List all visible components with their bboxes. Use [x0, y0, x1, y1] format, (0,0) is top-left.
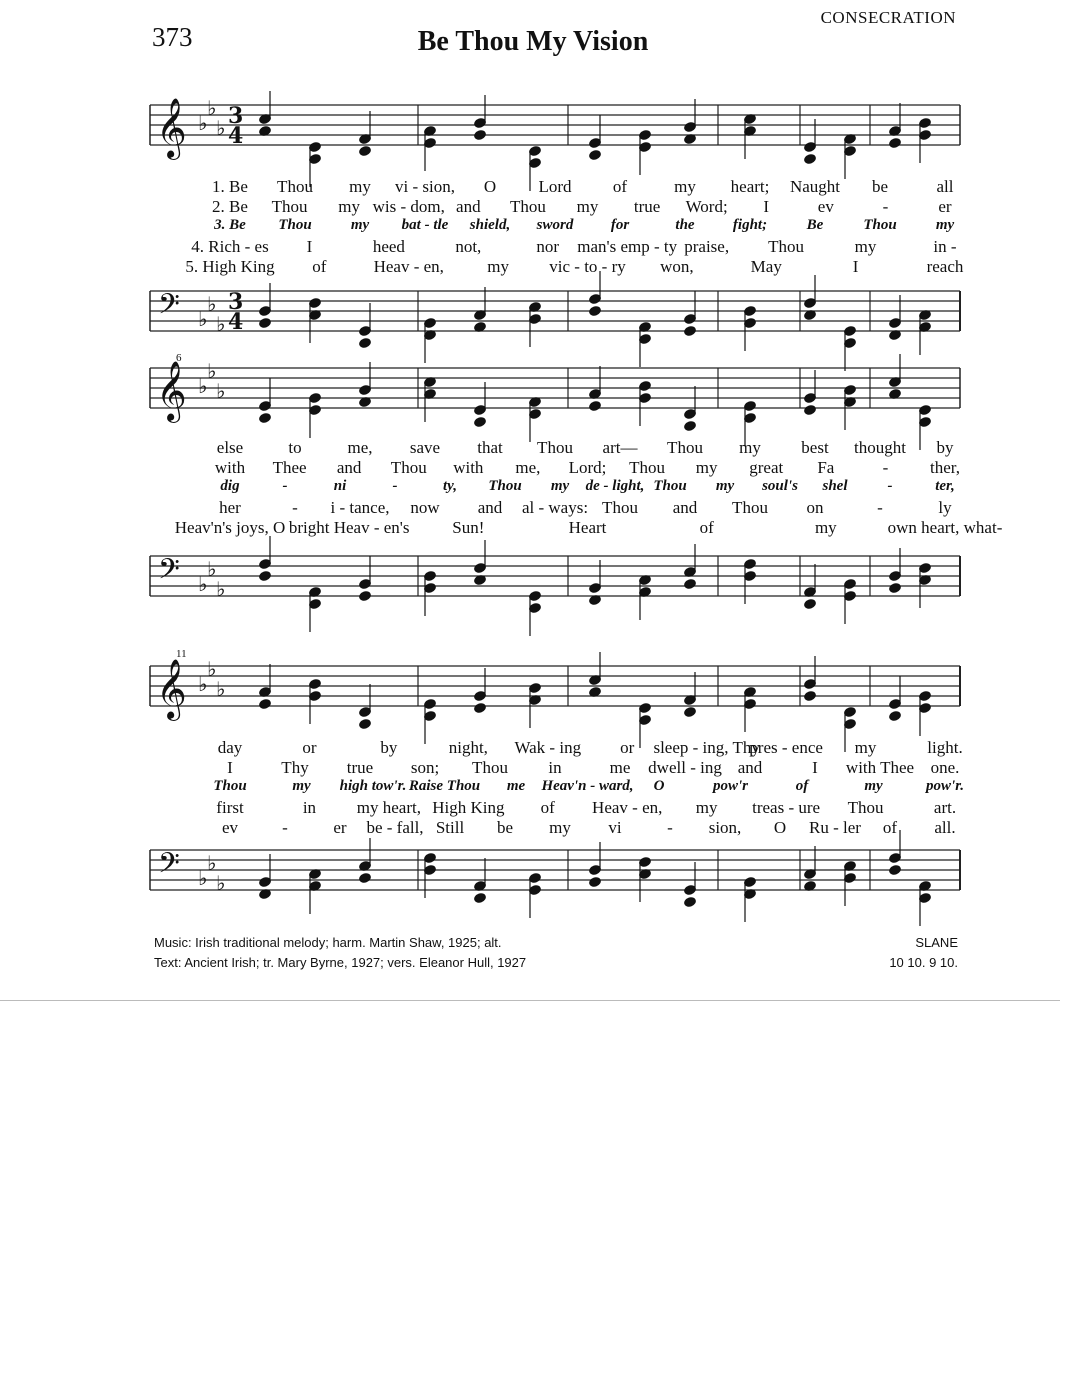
note-head: [358, 590, 372, 603]
verse-line: [150, 798, 960, 818]
lyric-syllable: al - ways:: [521, 498, 589, 517]
flat-icon: ♭: [207, 557, 217, 581]
flat-icon: ♭: [207, 851, 217, 875]
lyric-syllable: Wak - ing: [514, 738, 582, 757]
lyric-syllable: ter,: [935, 478, 955, 494]
time-signature-top: 3: [228, 103, 244, 129]
lyric-syllable: me,: [515, 458, 541, 477]
lyric-syllable: in: [302, 798, 317, 817]
lyric-syllable: in -: [933, 237, 957, 256]
lyric-syllable: dwell - ing: [648, 758, 722, 777]
lyric-syllable: true: [346, 758, 374, 777]
note-head: [683, 578, 697, 591]
note-head: [683, 325, 697, 338]
note-head: [358, 872, 372, 885]
lyric-syllable: best: [801, 438, 829, 457]
verse-line: [150, 438, 960, 458]
lyric-syllable: O: [773, 818, 787, 837]
lyric-syllable: Thy: [281, 758, 309, 777]
note-head: [683, 896, 697, 909]
credits-left: [154, 933, 526, 973]
note-head: [803, 598, 817, 611]
note-head: [473, 892, 487, 905]
flat-icon: ♭: [207, 292, 217, 316]
flat-icon: ♭: [216, 577, 226, 601]
lyric-syllable: 3. Be: [214, 217, 246, 233]
treble-clef-icon: 𝄞: [156, 98, 187, 158]
lyric-syllable: my: [695, 798, 718, 817]
verse-line: [150, 197, 960, 217]
flat-icon: ♭: [207, 359, 217, 383]
lyric-syllable: -: [292, 498, 298, 517]
treble-staff: [150, 95, 960, 175]
lyric-syllable: Heav'n - ward,: [541, 778, 634, 794]
lyric-syllable: my: [338, 197, 361, 216]
text-credit: Text: Ancient Irish; tr. Mary Byrne, 1927; vers. Eleanor Hull, 1927: [154, 955, 527, 970]
bass-clef-icon: 𝄢: [158, 553, 180, 593]
lyric-syllable: my: [814, 518, 837, 537]
hymn-number: 373: [152, 22, 193, 52]
note-head: [588, 400, 602, 413]
lyric-syllable: Thou: [509, 197, 546, 216]
lyric-syllable: and: [477, 498, 503, 517]
lyric-syllable: to: [288, 438, 302, 457]
lyric-syllable: won,: [660, 257, 694, 276]
time-signature-top: 3: [228, 289, 244, 315]
lyric-syllable: my: [739, 438, 761, 457]
bass-staff: [150, 840, 960, 920]
lyric-syllable: Thou: [271, 197, 308, 216]
tune-name: SLANE: [915, 935, 958, 950]
category-label: CONSECRATION: [820, 8, 956, 27]
lyric-syllable: O: [653, 778, 665, 794]
note-head: [258, 412, 272, 425]
measure-number: 11: [176, 648, 187, 660]
treble-clef-icon: 𝄞: [156, 361, 187, 421]
lyric-syllable: bright Heav - en's: [288, 518, 410, 537]
lyric-syllable: Thou: [213, 778, 247, 794]
lyric-syllable: Lord: [538, 177, 572, 196]
verse-line: [150, 217, 960, 237]
lyric-syllable: Thou: [847, 798, 884, 817]
verse-line: [150, 738, 963, 758]
lyric-syllable: or: [620, 738, 635, 757]
lyric-syllable: soul's: [762, 478, 798, 494]
bass-clef-icon: 𝄢: [158, 288, 180, 328]
lyric-syllable: praise,: [684, 237, 730, 256]
lyric-syllable: Thou: [390, 458, 427, 477]
lyric-syllable: my: [349, 177, 371, 196]
lyric-syllable: my: [549, 818, 571, 837]
lyric-syllable: night,: [448, 738, 488, 757]
note-head: [358, 145, 372, 158]
treble-clef-icon: 𝄞: [156, 659, 187, 719]
bass-clef-icon: 𝄢: [158, 847, 180, 887]
lyric-syllable: reach: [926, 257, 964, 276]
verse-line: [150, 818, 960, 838]
verse-line: [150, 758, 960, 778]
lyric-syllable: Heav - en,: [373, 257, 444, 276]
lyric-syllable: with Thee: [845, 758, 915, 777]
lyric-syllable: with: [214, 458, 246, 477]
lyric-syllable: vi - sion,: [395, 177, 455, 196]
lyric-syllable: er: [333, 818, 347, 837]
lyric-syllable: Thou: [863, 217, 897, 233]
lyric-syllable: and: [456, 197, 481, 216]
lyric-syllable: May: [750, 257, 782, 276]
lyric-syllable: and: [336, 458, 362, 477]
lyric-syllable: Thou: [768, 237, 805, 256]
lyric-syllable: ni: [333, 478, 347, 494]
note-head: [888, 137, 902, 150]
lyric-syllable: -: [667, 818, 673, 837]
lyric-syllable: Thou: [488, 478, 522, 494]
lyric-syllable: de - light,: [585, 478, 645, 494]
lyric-syllable: O: [483, 177, 497, 196]
lyric-syllable: er: [938, 197, 952, 216]
lyric-syllable: my: [854, 237, 877, 256]
lyric-syllable: wis - dom,: [372, 197, 445, 216]
lyric-syllable: not,: [455, 237, 482, 256]
lyric-syllable: pow'r.: [926, 778, 964, 794]
lyric-syllable: -: [877, 498, 883, 517]
note-head: [888, 864, 902, 877]
page-edge-line: [0, 1000, 1060, 1001]
lyric-syllable: ev: [221, 818, 239, 837]
lyric-syllable: Ru - ler: [809, 818, 861, 837]
lyric-syllable: great: [749, 458, 784, 477]
lyric-syllable: my: [292, 778, 311, 794]
flat-icon: ♭: [198, 572, 208, 596]
lyric-syllable: be: [496, 818, 514, 837]
lyric-syllable: 2. Be: [212, 197, 248, 216]
lyric-syllable: Raise Thou: [408, 778, 481, 794]
lyric-syllable: -: [392, 478, 398, 494]
lyric-syllable: fight;: [732, 217, 768, 233]
lyric-syllable: with: [453, 458, 484, 477]
lyric-syllable: of: [312, 257, 327, 276]
lyric-syllable: my: [695, 458, 718, 477]
lyric-syllable: Thou: [732, 498, 768, 517]
treble-staff: [150, 656, 960, 736]
lyric-syllable: High King: [432, 798, 505, 817]
lyric-syllable: of: [882, 818, 898, 837]
lyric-syllable: me,: [347, 438, 373, 457]
lyric-syllable: own heart, what-: [887, 518, 1003, 537]
lyric-syllable: of: [795, 778, 809, 794]
lyric-syllable: nor: [536, 237, 560, 256]
note-head: [588, 876, 602, 889]
lyric-syllable: -: [882, 197, 889, 216]
measure-number: 6: [176, 352, 182, 364]
lyric-syllable: -: [882, 458, 889, 477]
lyric-syllable: Naught: [789, 177, 841, 196]
verse-line: [150, 478, 960, 498]
note-head: [258, 698, 272, 711]
lyric-syllable: and: [737, 758, 763, 777]
lyric-syllable: Heav'n's joys, O: [174, 518, 286, 537]
lyric-syllable: man's emp - ty: [577, 237, 678, 256]
lyric-syllable: thought: [854, 438, 906, 457]
lyric-syllable: my: [854, 738, 877, 757]
lyric-syllable: and: [672, 498, 698, 517]
lyric-syllable: Be: [806, 217, 824, 233]
lyric-syllable: shel: [822, 478, 848, 494]
lyric-syllable: of: [540, 798, 555, 817]
lyric-syllable: I: [763, 197, 770, 216]
lyric-syllable: bat - tle: [401, 217, 449, 233]
music-system-1: [150, 95, 964, 365]
note-head: [888, 582, 902, 595]
lyric-syllable: for: [610, 217, 630, 233]
time-signature-bottom: 4: [228, 309, 244, 335]
flat-icon: ♭: [216, 312, 226, 336]
flat-icon: ♭: [216, 677, 226, 701]
lyric-syllable: Fa: [817, 458, 835, 477]
lyric-syllable: all: [936, 177, 954, 196]
lyric-syllable: I: [227, 758, 233, 777]
lyric-syllable: my: [487, 257, 509, 276]
lyric-syllable: my: [350, 217, 370, 233]
lyric-syllable: high tow'r.: [339, 778, 407, 794]
lyric-syllable: I: [852, 257, 859, 276]
lyric-syllable: my: [674, 177, 696, 196]
flat-icon: ♭: [198, 374, 208, 398]
lyric-syllable: on: [806, 498, 824, 517]
lyric-syllable: Thou: [278, 217, 312, 233]
lyric-syllable: first: [216, 798, 244, 817]
lyric-syllable: Thou: [667, 438, 703, 457]
lyric-syllable: Thou: [537, 438, 573, 457]
lyric-syllable: of: [612, 177, 628, 196]
lyric-syllable: my: [715, 478, 735, 494]
note-head: [888, 710, 902, 723]
note-head: [803, 404, 817, 417]
note-head: [683, 706, 697, 719]
credits-right: [889, 933, 958, 973]
flat-icon: ♭: [216, 379, 226, 403]
lyric-syllable: 5. High King: [185, 257, 275, 276]
treble-staff: [150, 358, 960, 438]
lyric-syllable: else: [216, 438, 244, 457]
lyric-syllable: ther,: [930, 458, 960, 477]
hymn-title: Be Thou My Vision: [417, 26, 649, 57]
lyric-syllable: I: [812, 758, 818, 777]
lyric-syllable: vi: [608, 818, 622, 837]
lyric-syllable: treas - ure: [752, 798, 821, 817]
lyric-syllable: that: [477, 438, 503, 457]
verse-line: [150, 778, 964, 798]
lyric-syllable: in: [548, 758, 562, 777]
lyric-syllable: my: [550, 478, 570, 494]
lyric-syllable: Heav - en,: [592, 798, 663, 817]
lyric-syllable: 1. Be: [212, 177, 248, 196]
lyric-syllable: my: [935, 217, 955, 233]
lyric-syllable: pres - ence: [749, 738, 823, 757]
lyric-syllable: Still: [435, 818, 465, 837]
lyric-syllable: my heart,: [356, 798, 421, 817]
time-signature-bottom: 4: [228, 123, 244, 149]
lyric-syllable: day: [217, 738, 243, 757]
lyric-syllable: ev: [817, 197, 834, 216]
lyric-syllable: by: [380, 738, 398, 757]
lyric-syllable: me: [506, 778, 526, 794]
flat-icon: ♭: [216, 116, 226, 140]
lyric-syllable: ty,: [442, 478, 458, 494]
lyric-syllable: sion,: [708, 818, 742, 837]
lyric-syllable: I: [306, 237, 313, 256]
lyric-syllable: vic - to - ry: [549, 257, 626, 276]
lyric-syllable: pow'r: [712, 778, 749, 794]
lyric-syllable: Thee: [272, 458, 307, 477]
note-head: [258, 570, 272, 583]
lyric-syllable: be: [871, 177, 889, 196]
lyric-syllable: Thou: [629, 458, 666, 477]
flat-icon: ♭: [198, 672, 208, 696]
lyric-syllable: -: [282, 478, 288, 494]
lyric-syllable: -: [887, 478, 893, 494]
music-credit: Music: Irish traditional melody; harm. Martin Shaw, 1925; alt.: [154, 935, 502, 950]
lyric-syllable: Heart: [568, 518, 607, 537]
note-head: [803, 153, 817, 166]
lyric-syllable: or: [302, 738, 317, 757]
verse-line: [150, 458, 960, 478]
lyric-syllable: dig: [220, 478, 240, 494]
verse-line: [150, 177, 960, 197]
lyric-syllable: sleep - ing, Thy: [653, 738, 760, 757]
bass-staff: [150, 546, 960, 626]
lyric-syllable: ly: [938, 498, 952, 517]
lyric-syllable: Thou: [277, 177, 313, 196]
note-head: [258, 317, 272, 330]
flat-icon: ♭: [198, 866, 208, 890]
lyric-syllable: sword: [536, 217, 574, 233]
note-head: [803, 690, 817, 703]
note-head: [683, 420, 697, 433]
note-head: [588, 149, 602, 162]
lyric-syllable: now: [410, 498, 440, 517]
lyric-syllable: Lord;: [568, 458, 607, 477]
flat-icon: ♭: [198, 111, 208, 135]
note-head: [473, 416, 487, 429]
flat-icon: ♭: [207, 657, 217, 681]
flat-icon: ♭: [216, 871, 226, 895]
flat-icon: ♭: [198, 307, 208, 331]
bass-staff: [150, 281, 960, 361]
lyric-syllable: son;: [410, 758, 440, 777]
flat-icon: ♭: [207, 96, 217, 120]
lyric-syllable: save: [409, 438, 441, 457]
note-head: [358, 718, 372, 731]
lyric-syllable: be - fall,: [366, 818, 424, 837]
meter: 10 10. 9 10.: [889, 955, 958, 970]
verse-line: [150, 498, 960, 518]
lyric-syllable: the: [675, 217, 695, 233]
lyric-syllable: true: [633, 197, 661, 216]
lyric-syllable: by: [936, 438, 954, 457]
music-system-2: [150, 352, 1003, 628]
verse-line: [150, 257, 964, 277]
lyric-syllable: of: [699, 518, 714, 537]
lyric-syllable: heed: [372, 237, 405, 256]
lyric-syllable: all.: [934, 818, 956, 837]
lyric-syllable: art—: [602, 438, 638, 457]
lyric-syllable: Word;: [685, 197, 728, 216]
lyric-syllable: heart;: [730, 177, 770, 196]
note-head: [473, 129, 487, 142]
lyric-syllable: my: [576, 197, 599, 216]
lyric-syllable: me: [609, 758, 631, 777]
lyric-syllable: -: [282, 818, 288, 837]
lyric-syllable: art.: [933, 798, 957, 817]
lyric-syllable: Thou: [653, 478, 687, 494]
note-head: [473, 702, 487, 715]
verse-line: [150, 518, 1003, 538]
note-head: [358, 337, 372, 350]
lyric-syllable: shield,: [469, 217, 511, 233]
lyric-syllable: light.: [927, 738, 963, 757]
music-system-3: [150, 648, 964, 926]
note-head: [588, 305, 602, 318]
lyric-syllable: Sun!: [452, 518, 485, 537]
lyric-syllable: Thou: [472, 758, 508, 777]
lyric-syllable: one.: [930, 758, 960, 777]
lyric-syllable: Thou: [602, 498, 638, 517]
lyric-syllable: her: [219, 498, 241, 517]
lyric-syllable: 4. Rich - es: [191, 237, 269, 256]
lyric-syllable: my: [864, 778, 883, 794]
lyric-syllable: i - tance,: [330, 498, 390, 517]
verse-line: [150, 237, 960, 257]
